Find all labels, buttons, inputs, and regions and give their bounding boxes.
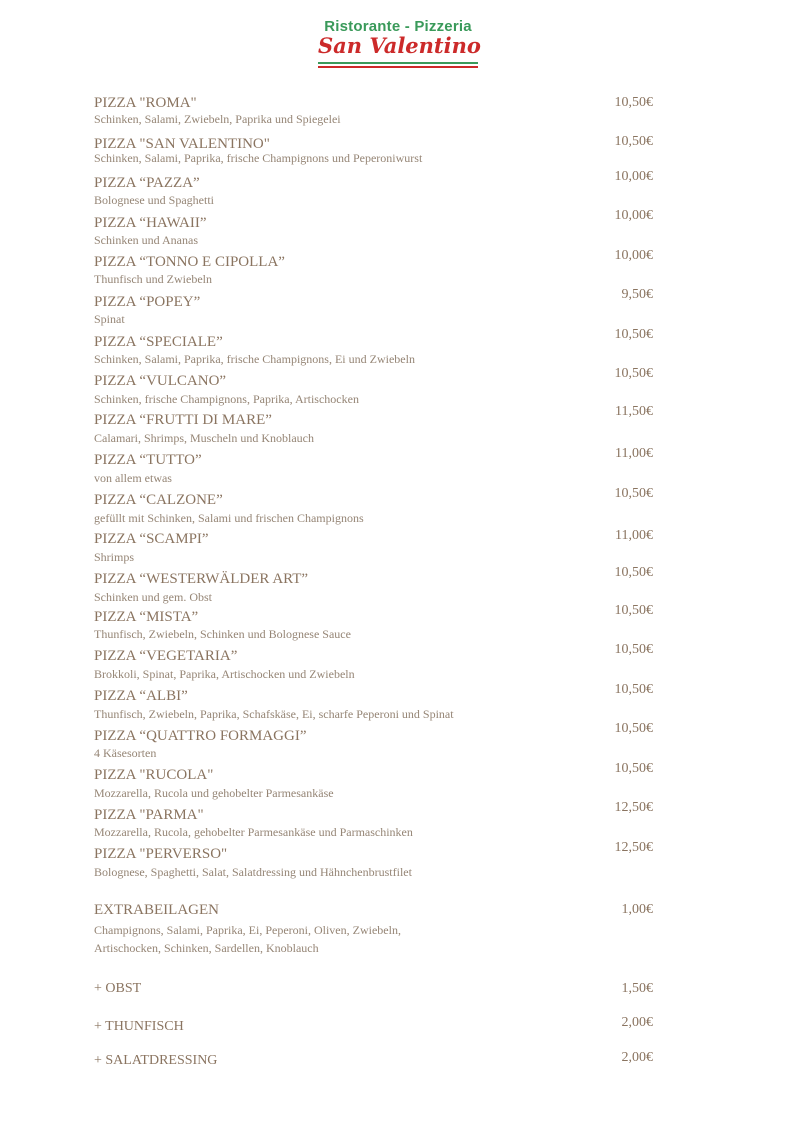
menu-item-name: PIZZA "PERVERSO" [94, 846, 228, 862]
menu-item-desc: Shrimps [94, 550, 135, 564]
menu-item-price: 10,50€ [614, 486, 653, 501]
menu-item-name: PIZZA “VULCANO” [94, 373, 227, 389]
menu-item-price: 9,50€ [621, 287, 653, 302]
extras-desc [94, 921, 454, 957]
menu-item-name: PIZZA “SCAMPI” [94, 531, 209, 547]
menu-item-desc: Brokkoli, Spinat, Paprika, Artischocken und Zwiebeln [94, 667, 355, 681]
addon-price: 2,00€ [621, 1015, 653, 1030]
menu-item-price: 12,50€ [614, 800, 653, 815]
menu-item-name: PIZZA “SPECIALE” [94, 334, 223, 350]
menu-item-price: 11,00€ [615, 446, 653, 461]
menu-item-price: 10,50€ [614, 565, 653, 580]
addon-price: 2,00€ [621, 1050, 653, 1065]
menu-item-desc: Mozzarella, Rucola, gehobelter Parmesankäse und Parmaschinken [94, 825, 413, 839]
menu-item-name: PIZZA “PAZZA” [94, 175, 200, 191]
menu-item-price: 11,00€ [615, 528, 653, 543]
menu-item-name: PIZZA “MISTA” [94, 609, 199, 625]
extras-desc-line: Champignons, Salami, Paprika, Ei, Peperoni, Oliven, Zwiebeln, [94, 923, 401, 937]
addon-price: 1,50€ [621, 981, 653, 996]
addon-name: + SALATDRESSING [94, 1053, 218, 1068]
logo-script-name: San Valentino [318, 33, 481, 58]
menu-item-name: PIZZA “TONNO E CIPOLLA” [94, 254, 285, 270]
extras-price: 1,00€ [621, 902, 653, 917]
menu-item-price: 10,50€ [614, 682, 653, 697]
menu-item-desc: 4 Käsesorten [94, 746, 157, 760]
menu-item-price: 10,50€ [614, 603, 653, 618]
menu-item-price: 10,00€ [614, 169, 653, 184]
menu-item-name: PIZZA "RUCOLA" [94, 767, 214, 783]
menu-item-price: 10,50€ [614, 642, 653, 657]
menu-item-price: 11,50€ [615, 404, 653, 419]
menu-item-name: PIZZA “HAWAII” [94, 215, 207, 231]
menu-item-desc: Bolognese und Spaghetti [94, 193, 214, 207]
menu-item-price: 10,50€ [614, 327, 653, 342]
menu-item-desc: gefüllt mit Schinken, Salami und frischen Champignons [94, 511, 364, 525]
menu-item-desc: Schinken und Ananas [94, 233, 198, 247]
menu-item-desc: Spinat [94, 312, 125, 326]
addon-name: + THUNFISCH [94, 1019, 184, 1034]
menu-item-name: PIZZA “VEGETARIA” [94, 648, 238, 664]
menu-item-price: 10,50€ [614, 134, 653, 149]
menu-item-desc: Schinken, Salami, Paprika, frische Champignons, Ei und Zwiebeln [94, 352, 415, 366]
menu-item-name: PIZZA “CALZONE” [94, 492, 223, 508]
menu-item-name: PIZZA “QUATTRO FORMAGGI” [94, 728, 307, 744]
menu-item-price: 10,50€ [614, 721, 653, 736]
menu-item-name: PIZZA "PARMA" [94, 807, 204, 823]
extras-title: EXTRABEILAGEN [94, 902, 219, 918]
menu-item-desc: Schinken und gem. Obst [94, 590, 212, 604]
menu-item-desc: Thunfisch, Zwiebeln, Schinken und Bolognese Sauce [94, 627, 351, 641]
menu-item-desc: von allem etwas [94, 471, 172, 485]
logo-flag-stripes [318, 62, 478, 68]
addon-name: + OBST [94, 981, 142, 996]
menu-item-desc: Schinken, Salami, Zwiebeln, Paprika und Spiegelei [94, 112, 341, 126]
menu-item-name: PIZZA "ROMA" [94, 95, 197, 111]
menu-item-desc: Thunfisch und Zwiebeln [94, 272, 212, 286]
menu-item-price: 10,00€ [614, 208, 653, 223]
menu-item-desc: Calamari, Shrimps, Muscheln und Knoblauch [94, 431, 314, 445]
menu-item-desc: Schinken, frische Champignons, Paprika, Artischocken [94, 392, 359, 406]
menu-item-name: PIZZA “WESTERWÄLDER ART” [94, 571, 309, 587]
menu-item-name: PIZZA “FRUTTI DI MARE” [94, 412, 272, 428]
extras-desc-line: Artischocken, Schinken, Sardellen, Knoblauch [94, 941, 319, 955]
menu-item-name: PIZZA “ALBI” [94, 688, 188, 704]
menu-item-price: 10,50€ [614, 95, 653, 110]
menu-item-desc: Bolognese, Spaghetti, Salat, Salatdressing und Hähnchenbrustfilet [94, 865, 412, 879]
logo-subtitle: Ristorante - Pizzeria [324, 18, 472, 35]
menu-item-name: PIZZA "SAN VALENTINO" [94, 136, 270, 152]
menu-item-name: PIZZA “POPEY” [94, 294, 201, 310]
restaurant-logo [318, 18, 481, 68]
menu-item-desc: Schinken, Salami, Paprika, frische Champignons und Peperoniwurst [94, 151, 423, 165]
menu-item-desc: Thunfisch, Zwiebeln, Paprika, Schafskäse, Ei, scharfe Peperoni und Spinat [94, 707, 454, 721]
menu-item-name: PIZZA “TUTTO” [94, 452, 202, 468]
menu-item-price: 10,50€ [614, 366, 653, 381]
menu-item-price: 10,50€ [614, 761, 653, 776]
menu-item-price: 10,00€ [614, 248, 653, 263]
menu-item-price: 12,50€ [614, 840, 653, 855]
menu-item-desc: Mozzarella, Rucola und gehobelter Parmesankäse [94, 786, 334, 800]
